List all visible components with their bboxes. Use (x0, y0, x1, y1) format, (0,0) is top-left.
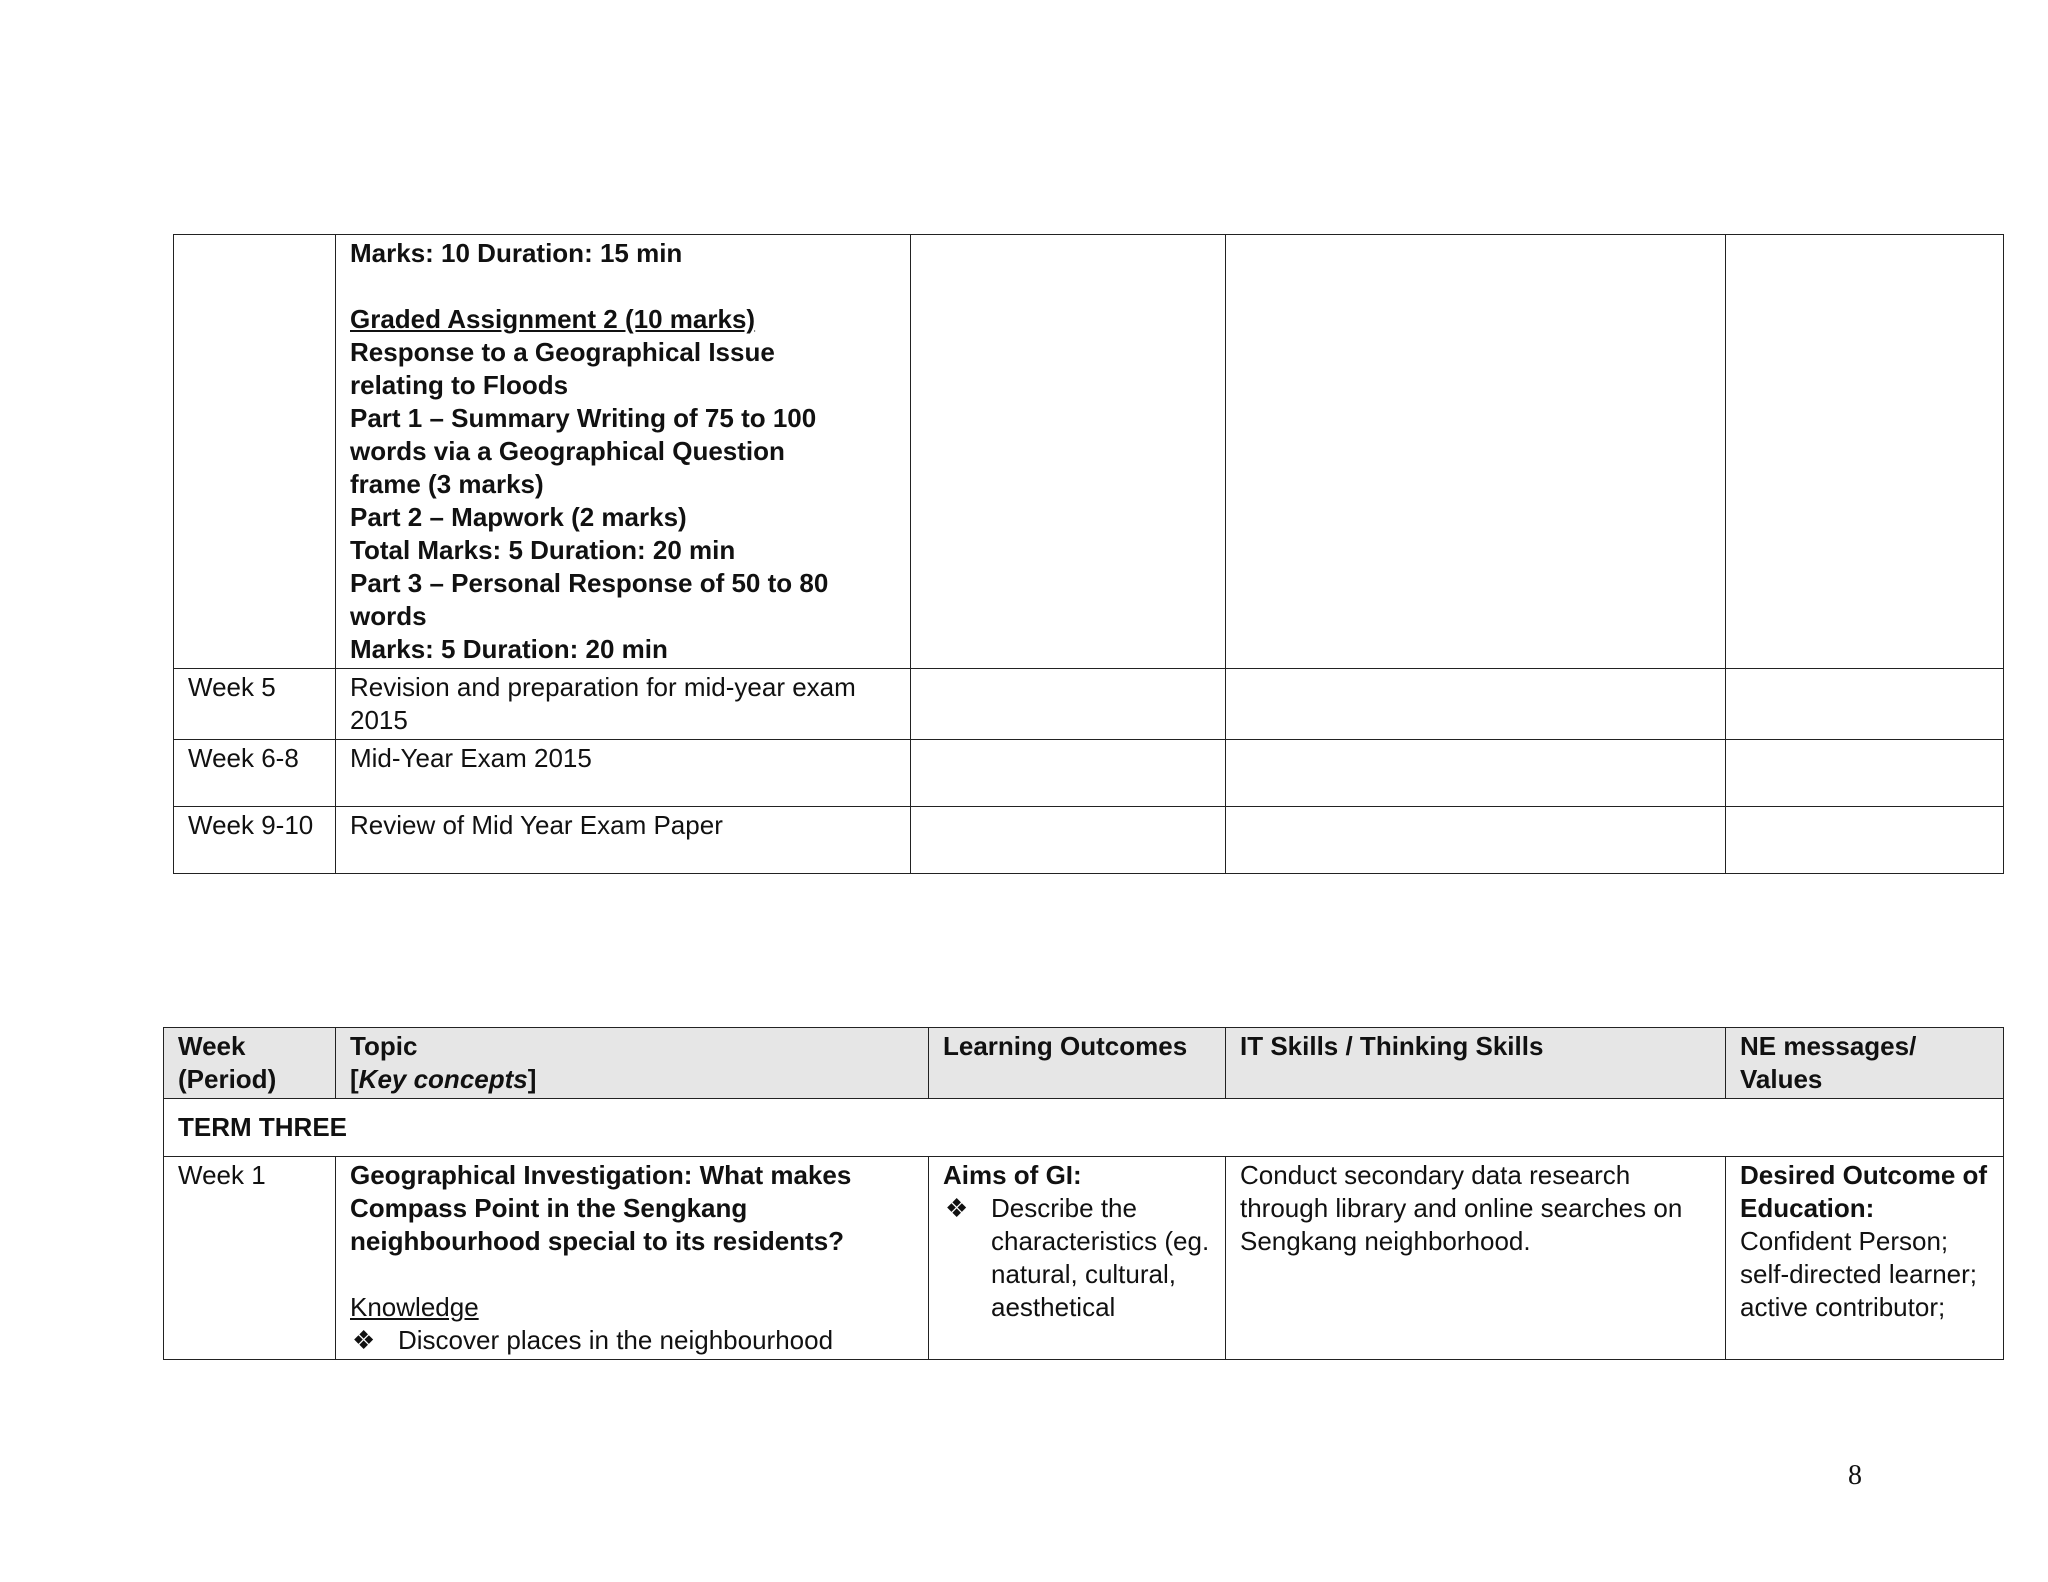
header-key-concepts: Key concepts (358, 1064, 528, 1094)
assignment-line: Total Marks: 5 Duration: 20 min (350, 535, 736, 565)
assignment-line: Part 3 – Personal Response of 50 to 80 (350, 568, 829, 598)
outcomes-cell (911, 740, 1226, 807)
assignment-line: relating to Floods (350, 370, 569, 400)
values-text: Confident Person; self-directed learner; active contributor; (1740, 1226, 1977, 1322)
gi-title: Geographical Investigation: What makes Compass Point in the Sengkang neighbourhood special to its residents? (350, 1160, 852, 1256)
assignment-line: words via a Geographical Question (350, 436, 785, 466)
list-item-text: Describe the characteristics (eg. natural, cultural, aesthetical (991, 1193, 1210, 1322)
outcomes-cell (929, 1157, 1226, 1360)
table-row (174, 235, 2004, 669)
schedule-table-continued (173, 234, 2004, 874)
skills-cell (1226, 807, 1726, 874)
topic-cell (336, 235, 911, 669)
marks-text: Marks: 10 Duration: 15 min (350, 238, 683, 268)
header-values: NE messages/ Values (1726, 1028, 2004, 1099)
assignment-line: words (350, 601, 427, 631)
header-topic-sub: [Key concepts] (350, 1064, 537, 1094)
week-cell (174, 235, 336, 669)
outcomes-cell (911, 235, 1226, 669)
week-cell: Week 9-10 (174, 807, 336, 874)
header-week: Week (Period) (164, 1028, 336, 1099)
week-cell: Week 6-8 (174, 740, 336, 807)
week-cell: Week 5 (174, 669, 336, 740)
table-row (164, 1157, 2004, 1360)
outcomes-cell (911, 669, 1226, 740)
skills-cell (1226, 235, 1726, 669)
outcomes-cell (911, 807, 1226, 874)
term-three-table (163, 1027, 2004, 1360)
assignment-line: Part 2 – Mapwork (2 marks) (350, 502, 687, 532)
list-item (350, 1324, 914, 1357)
knowledge-heading: Knowledge (350, 1292, 479, 1322)
skills-cell (1226, 669, 1726, 740)
topic-cell: Mid-Year Exam 2015 (336, 740, 911, 807)
values-cell (1726, 669, 2004, 740)
table-row (174, 740, 2004, 807)
table-row (174, 807, 2004, 874)
table-row (174, 669, 2004, 740)
skills-cell (1226, 740, 1726, 807)
assignment-line: Part 1 – Summary Writing of 75 to 100 (350, 403, 817, 433)
page-number: 8 (1848, 1460, 1862, 1491)
topic-cell: Revision and preparation for mid-year exam 2015 (336, 669, 911, 740)
values-cell (1726, 740, 2004, 807)
bullet-icon: ❖ (352, 1325, 376, 1355)
topic-cell (336, 1157, 929, 1360)
graded-assignment-title: Graded Assignment 2 (10 marks) (350, 304, 756, 334)
header-outcomes: Learning Outcomes (929, 1028, 1226, 1099)
values-cell (1726, 807, 2004, 874)
header-skills: IT Skills / Thinking Skills (1226, 1028, 1726, 1099)
skills-cell: Conduct secondary data research through library and online searches on Sengkang neighborhood. (1226, 1157, 1726, 1360)
header-topic (336, 1028, 929, 1099)
header-row (164, 1028, 2004, 1099)
assignment-line: Response to a Geographical Issue (350, 337, 775, 367)
list-item (943, 1192, 1211, 1324)
assignment-line: Marks: 5 Duration: 20 min (350, 634, 668, 664)
values-cell (1726, 235, 2004, 669)
values-cell (1726, 1157, 2004, 1360)
topic-cell: Review of Mid Year Exam Paper (336, 807, 911, 874)
term-row (164, 1099, 2004, 1157)
header-topic-title: Topic (350, 1031, 418, 1061)
bullet-icon: ❖ (945, 1193, 969, 1223)
values-title: Desired Outcome of Education: (1740, 1160, 1988, 1223)
week-cell: Week 1 (164, 1157, 336, 1360)
list-item-text: Discover places in the neighbourhood (398, 1325, 834, 1355)
aims-title: Aims of GI: (943, 1160, 1082, 1190)
assignment-line: frame (3 marks) (350, 469, 544, 499)
term-label: TERM THREE (164, 1099, 2004, 1157)
